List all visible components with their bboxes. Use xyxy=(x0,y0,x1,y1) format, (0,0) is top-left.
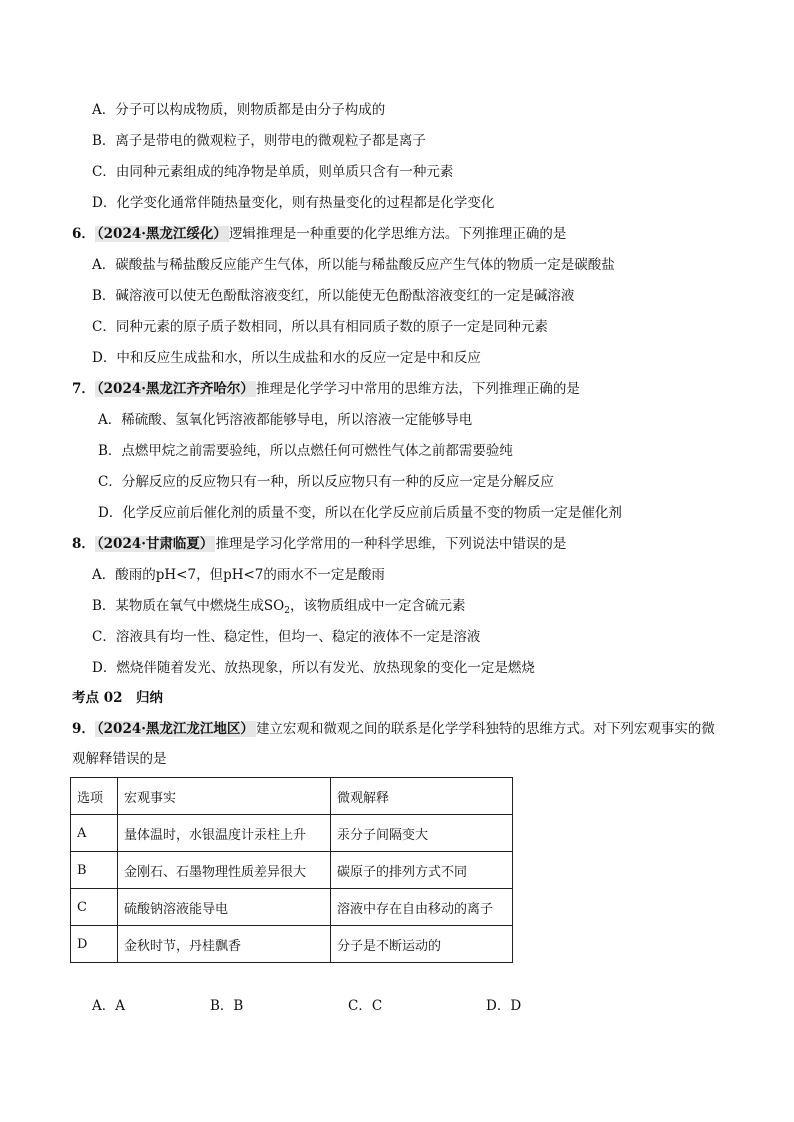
table-cell: 量体温时，水银温度计汞柱上升 xyxy=(118,815,331,852)
q7-number: 7． xyxy=(72,381,95,397)
q5-option-c: C．由同种元素组成的纯净物是单质，则单质只含有一种元素 xyxy=(92,164,454,180)
table-cell: 硫酸钠溶液能导电 xyxy=(118,889,331,926)
q7-stem xyxy=(72,379,580,399)
q7-option-d: D．化学反应前后催化剂的质量不变，所以在化学反应前后质量不变的物质一定是催化剂 xyxy=(98,505,622,521)
q7-option-a: A．稀硫酸、氢氧化钙溶液都能够导电，所以溶液一定能够导电 xyxy=(98,412,473,428)
table-cell: 分子是不断运动的 xyxy=(331,926,513,963)
table-cell: 金秋时节，丹桂飘香 xyxy=(118,926,331,963)
q9-answer-a: A．A xyxy=(92,998,125,1014)
table-header-row xyxy=(71,778,513,815)
q6-option-d: D．中和反应生成盐和水，所以生成盐和水的反应一定是中和反应 xyxy=(92,350,481,366)
q8-stem xyxy=(72,534,566,554)
q8-option-b xyxy=(92,596,465,621)
q7-stem-text: 推理是化学学习中常用的思维方法，下列推理正确的是 xyxy=(255,381,580,397)
q6-source-tag: （2024·黑龙江绥化） xyxy=(96,226,227,242)
q8-option-b-text: B．某物质在氧气中燃烧生成SO xyxy=(92,598,285,614)
q9-number: 9． xyxy=(72,721,95,737)
table-header-cell: 选项 xyxy=(71,778,118,815)
q8-option-b-subscript: 2 xyxy=(284,606,290,616)
table-cell: D xyxy=(71,926,118,963)
q9-answer-b: B．B xyxy=(210,998,244,1014)
table-row xyxy=(71,852,513,889)
q6-stem xyxy=(72,224,566,244)
q8-option-a: A．酸雨的pH<7，但pH<7的雨水不一定是酸雨 xyxy=(92,567,385,583)
q8-stem-text: 推理是学习化学常用的一种科学思维，下列说法中错误的是 xyxy=(215,536,567,552)
table-cell: 金刚石、石墨物理性质差异很大 xyxy=(118,852,331,889)
q8-option-c: C．溶液具有均一性、稳定性，但均一、稳定的液体不一定是溶液 xyxy=(92,629,481,645)
table-cell: A xyxy=(71,815,118,852)
table-row xyxy=(71,889,513,926)
q9-stem-text-line1: 建立宏观和微观之间的联系是化学学科独特的思维方式。对下列宏观事实的微 xyxy=(255,721,715,737)
q8-number: 8． xyxy=(72,536,95,552)
q9-table xyxy=(70,777,513,963)
table-cell: 溶液中存在自由移动的离子 xyxy=(331,889,513,926)
q9-answer-d: D．D xyxy=(486,998,522,1014)
q6-stem-text: 逻辑推理是一种重要的化学思维方法。下列推理正确的是 xyxy=(228,226,567,242)
q9-answer-c: C．C xyxy=(348,998,383,1014)
table-cell: C xyxy=(71,889,118,926)
table-row xyxy=(71,926,513,963)
q5-option-b: B．离子是带电的微观粒子，则带电的微观粒子都是离子 xyxy=(92,133,426,149)
table-header-cell: 宏观事实 xyxy=(118,778,331,815)
table-cell: 汞分子间隔变大 xyxy=(331,815,513,852)
q6-option-c: C．同种元素的原子质子数相同，所以具有相同质子数的原子一定是同种元素 xyxy=(92,319,548,335)
q8-source-tag: （2024·甘肃临夏） xyxy=(96,536,214,552)
q8-option-b-text-end: ，该物质组成中一定含硫元素 xyxy=(289,598,466,614)
q7-option-c: C．分解反应的反应物只有一种，所以反应物只有一种的反应一定是分解反应 xyxy=(98,474,554,490)
q5-option-a: A．分子可以构成物质，则物质都是由分子构成的 xyxy=(92,102,386,118)
q9-source-tag: （2024·黑龙江龙江地区） xyxy=(96,721,254,737)
q9-answer-choices xyxy=(92,996,532,1016)
q5-option-d: D．化学变化通常伴随热量变化，则有热量变化的过程都是化学变化 xyxy=(92,195,495,211)
q7-source-tag: （2024·黑龙江齐齐哈尔） xyxy=(96,381,254,397)
section-heading: 考点 02 归纳 xyxy=(72,690,163,706)
q6-number: 6． xyxy=(72,226,95,242)
q9-stem xyxy=(72,719,715,739)
q6-option-a: A．碳酸盐与稀盐酸反应能产生气体，所以能与稀盐酸反应产生气体的物质一定是碳酸盐 xyxy=(92,257,615,273)
table-header-cell: 微观解释 xyxy=(331,778,513,815)
table-cell: 碳原子的排列方式不同 xyxy=(331,852,513,889)
table-row xyxy=(71,815,513,852)
table-cell: B xyxy=(71,852,118,889)
q8-option-d: D．燃烧伴随着发光、放热现象，所以有发光、放热现象的变化一定是燃烧 xyxy=(92,660,535,676)
q7-option-b: B．点燃甲烷之前需要验纯，所以点燃任何可燃性气体之前都需要验纯 xyxy=(98,443,513,459)
q6-option-b: B．碱溶液可以使无色酚酞溶液变红，所以能使无色酚酞溶液变红的一定是碱溶液 xyxy=(92,288,575,304)
q9-stem-text-line2: 观解释错误的是 xyxy=(72,751,167,767)
